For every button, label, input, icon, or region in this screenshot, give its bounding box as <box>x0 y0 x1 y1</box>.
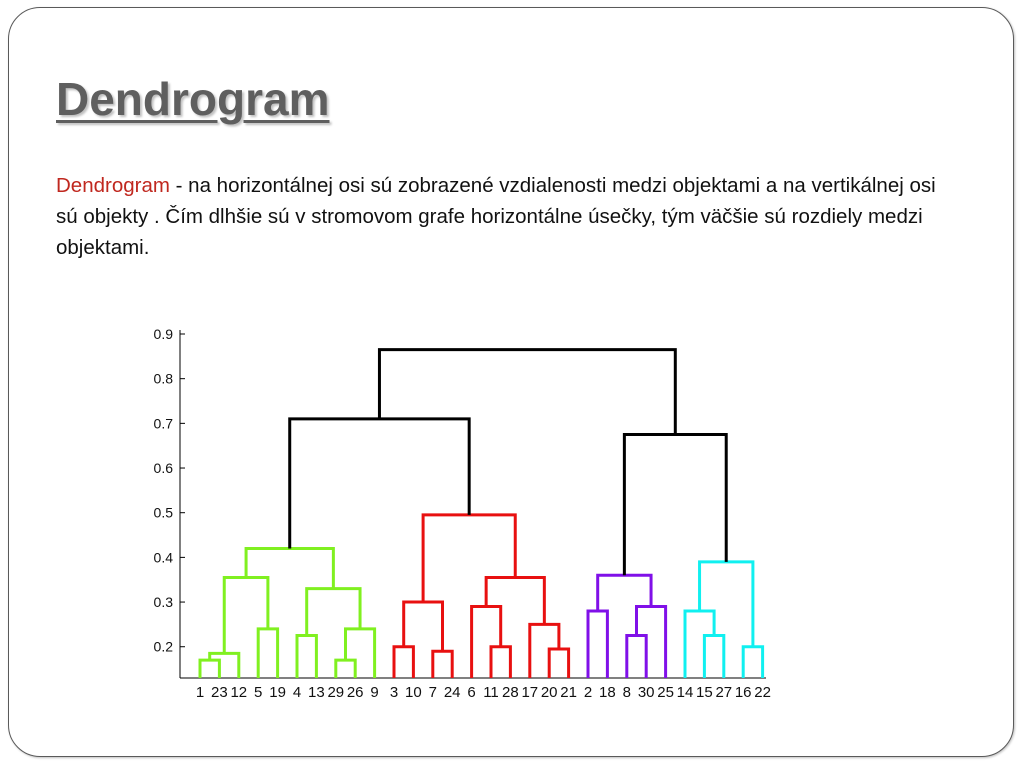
leaf-label: 30 <box>637 684 655 701</box>
dendrogram-link-black <box>624 435 726 576</box>
leaf-label: 18 <box>599 684 616 701</box>
dendrogram-link-red <box>433 651 452 678</box>
leaf-label: 24 <box>443 684 461 701</box>
leaf-label: 3 <box>389 684 399 701</box>
leaf-label: 20 <box>540 684 558 701</box>
dendrogram-link-cyan <box>685 611 714 678</box>
dendrogram-branches <box>200 350 763 678</box>
dendrogram-link-green <box>297 636 316 678</box>
leaf-label: 22 <box>754 684 771 701</box>
dendrogram-link-cyan <box>704 636 723 678</box>
y-tick-label: 0.9 <box>153 326 173 342</box>
y-tick-label: 0.2 <box>153 638 173 655</box>
leaf-label: 8 <box>622 684 631 701</box>
dendrogram-link-green <box>258 629 277 678</box>
dendrogram-link-red <box>423 515 515 602</box>
slide-title: Dendrogram <box>56 73 330 125</box>
leaf-label: 16 <box>734 684 752 701</box>
dendrogram-link-black <box>290 419 469 549</box>
dendrogram-link-red <box>491 647 510 678</box>
leaf-label: 6 <box>467 684 476 701</box>
leaf-label: 19 <box>269 684 286 701</box>
leaf-label: 9 <box>370 684 379 701</box>
leaf-label: 1 <box>195 684 205 701</box>
leaf-label: 11 <box>483 684 499 701</box>
dendrogram-link-cyan <box>743 647 762 678</box>
leaf-label: 10 <box>405 684 422 701</box>
dendrogram-term: Dendrogram <box>56 174 170 197</box>
leaf-label: 4 <box>292 684 302 701</box>
y-tick-label: 0.4 <box>153 549 173 566</box>
dendrogram-link-red <box>472 607 501 678</box>
leaf-label: 15 <box>696 684 713 701</box>
leaf-label: 7 <box>428 684 437 701</box>
dendrogram-link-green <box>200 660 219 678</box>
dendrogram-link-green <box>210 653 239 678</box>
y-tick-label: 0.5 <box>153 504 173 521</box>
dendrogram-link-purple <box>637 607 666 678</box>
y-tick-label: 0.8 <box>153 370 173 387</box>
dendrogram-link-green <box>346 629 375 678</box>
description-text: - na horizontálnej osi sú zobrazené vzdialenosti medzi objektami a na vertikálnej osi sú objekty . Čím dlhšie sú v stromovom grafe horizontálne úsečky, tým väčšie sú rozdiely medzi objektami. <box>56 174 936 259</box>
leaf-label: 5 <box>254 684 263 701</box>
dendrogram-link-green <box>246 548 333 588</box>
leaf-label: 28 <box>502 684 519 701</box>
dendrogram-link-black <box>379 350 675 435</box>
y-tick-label: 0.6 <box>153 460 173 477</box>
dendrogram-link-red <box>530 624 559 678</box>
y-tick-label: 0.3 <box>153 594 173 611</box>
dendrogram-link-green <box>336 660 355 678</box>
leaf-label: 29 <box>327 684 345 701</box>
dendrogram-link-cyan <box>700 562 753 647</box>
leaf-label: 23 <box>211 684 228 701</box>
dendrogram-link-red <box>394 647 413 678</box>
leaf-label: 26 <box>346 684 364 701</box>
leaf-label: 21 <box>560 684 577 701</box>
leaf-label: 13 <box>308 684 325 701</box>
dendrogram-link-red <box>486 577 544 624</box>
leaf-label: 14 <box>676 684 694 701</box>
dendrogram-link-green <box>224 577 268 653</box>
leaf-label: 12 <box>230 684 248 701</box>
dendrogram-link-purple <box>588 611 607 678</box>
leaf-label: 27 <box>715 684 733 701</box>
dendrogram-link-red <box>549 649 568 678</box>
dendrogram-link-purple <box>627 636 646 678</box>
y-tick-label: 0.7 <box>153 415 173 432</box>
leaf-label: 2 <box>583 684 593 701</box>
dendrogram-link-red <box>404 602 443 651</box>
leaf-labels <box>196 684 771 701</box>
leaf-label: 17 <box>521 684 539 701</box>
leaf-label: 25 <box>657 684 674 701</box>
